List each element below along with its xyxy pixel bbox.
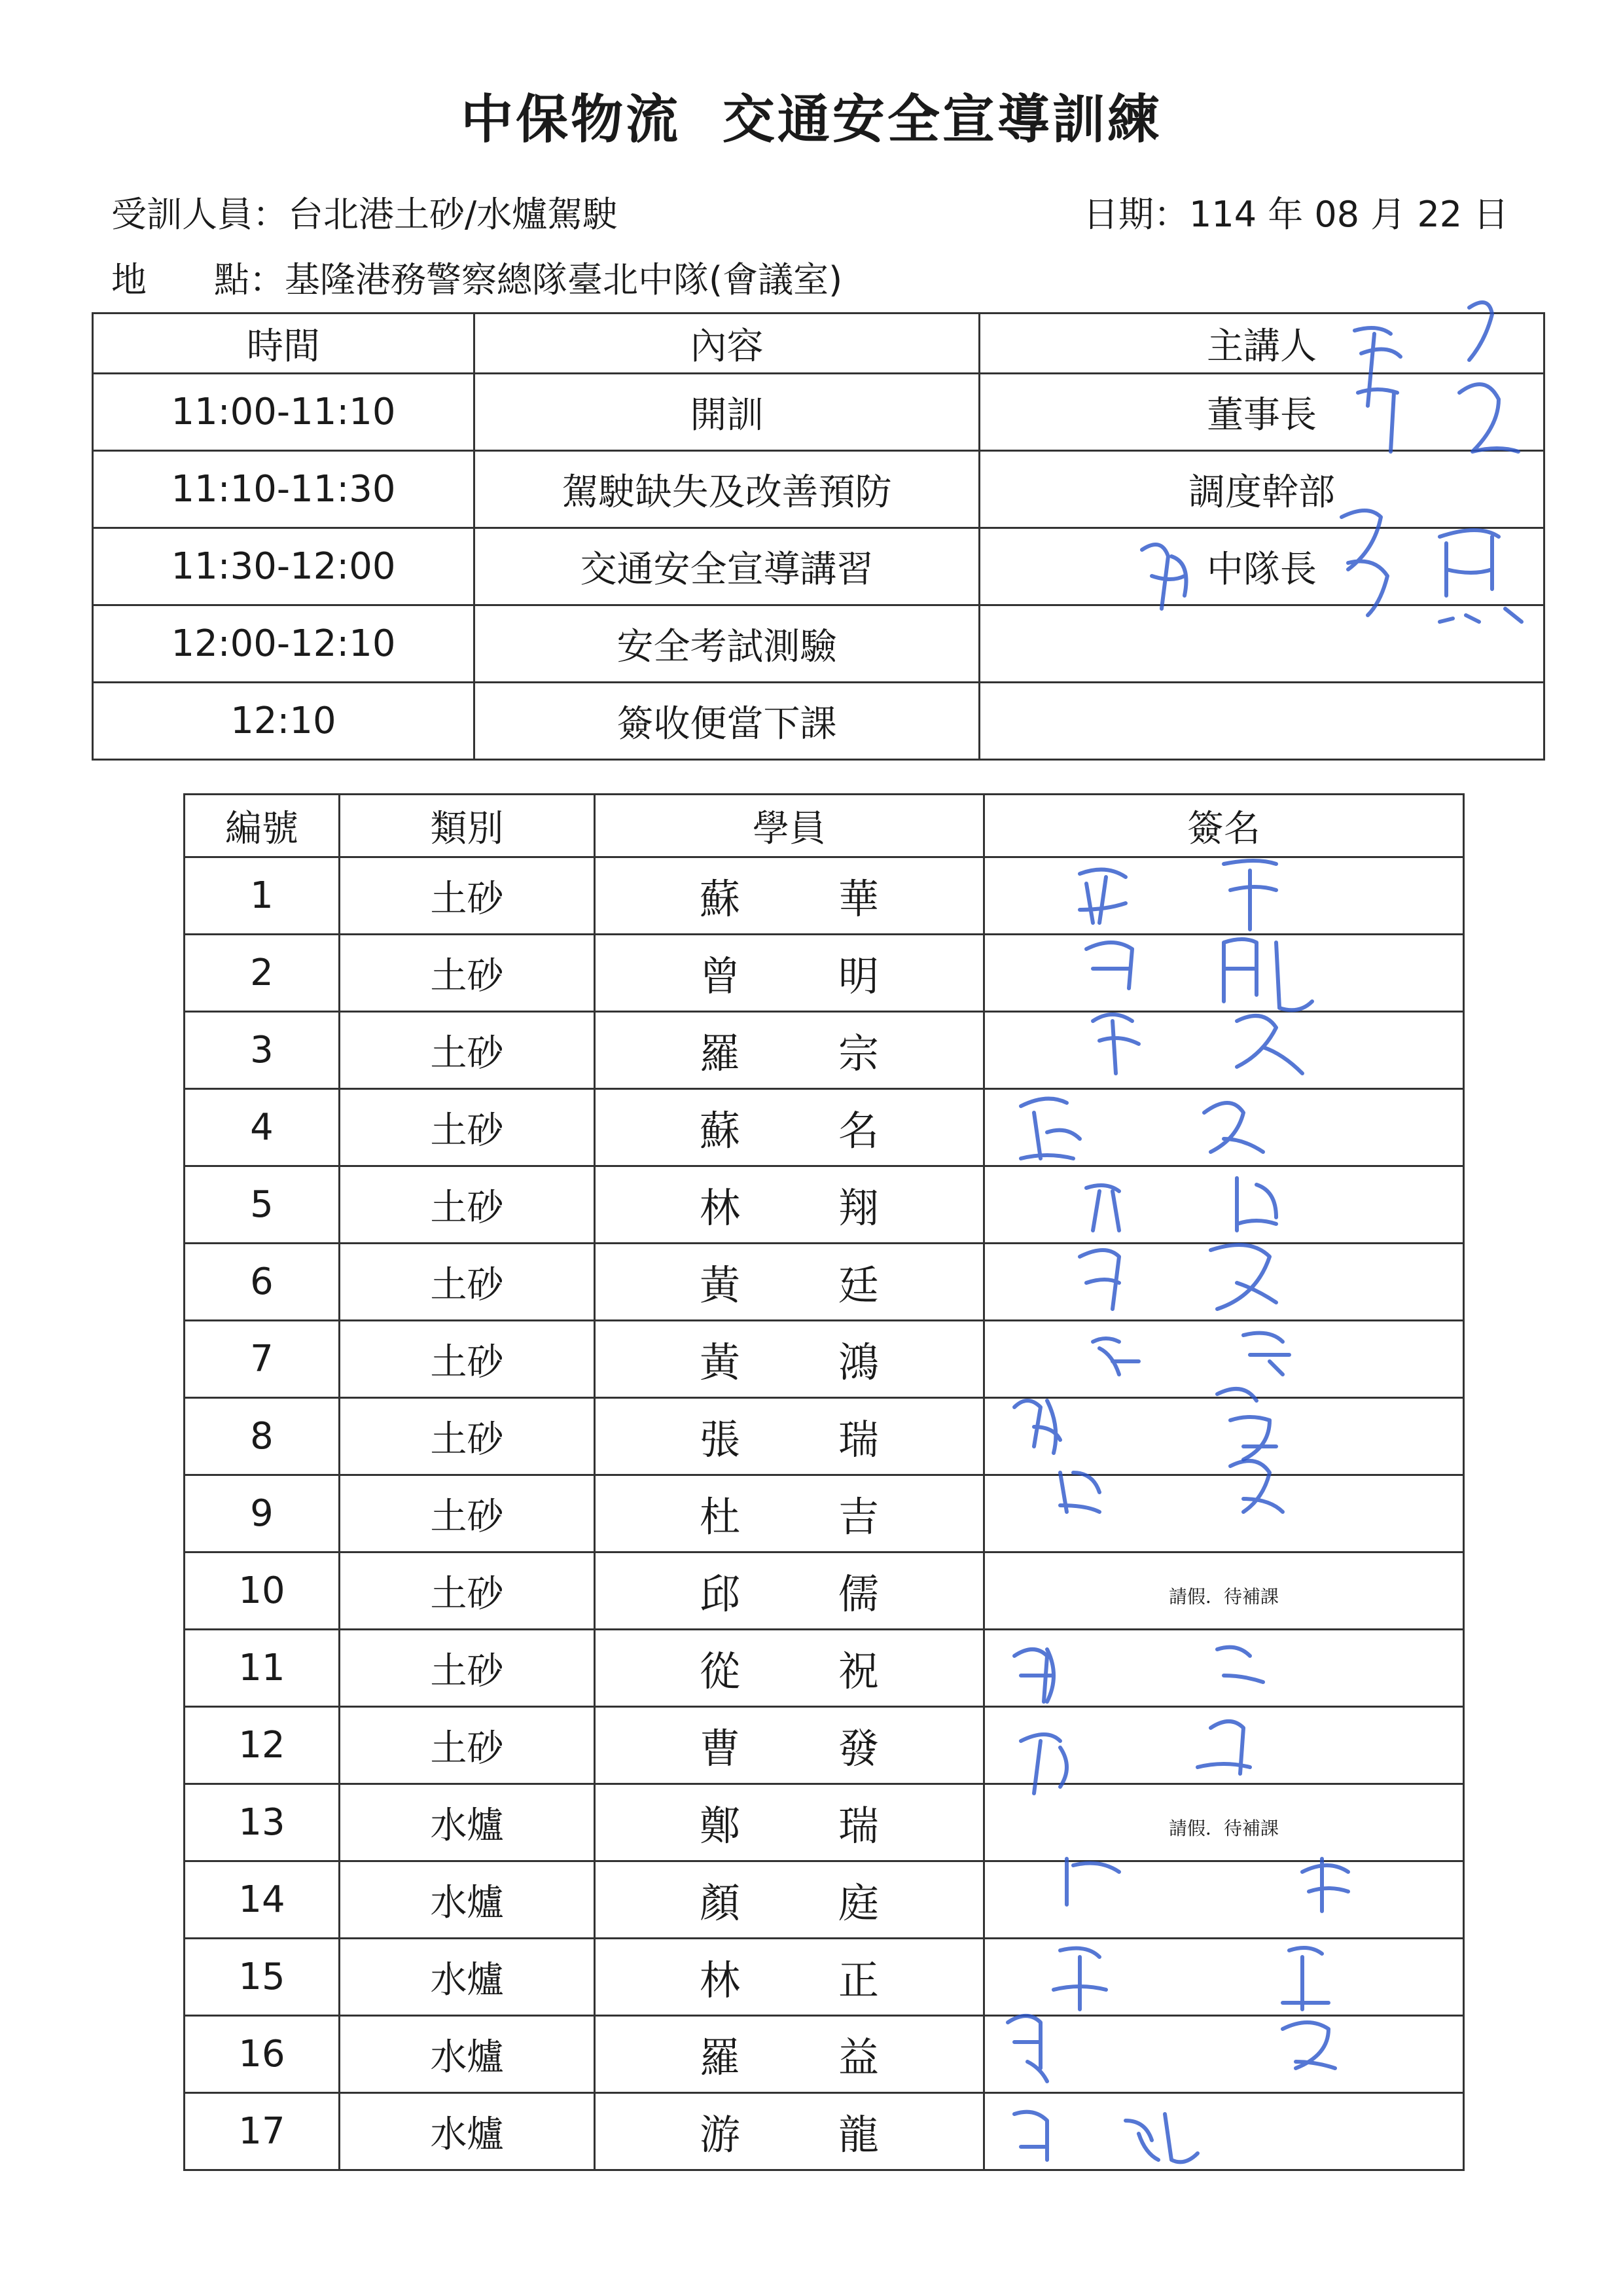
roster-student-name-text: 杜吉: [699, 1493, 977, 1541]
roster-signature-cell: [984, 1398, 1464, 1475]
roster-signature-cell: [984, 1861, 1464, 1939]
schedule-time: 11:10-11:30: [93, 451, 474, 528]
roster-number: 9: [185, 1475, 340, 1552]
roster-number: 4: [185, 1089, 340, 1166]
roster-signature-cell: [984, 2093, 1464, 2170]
roster-student-name-text: 林正: [699, 1956, 977, 2004]
roster-signature-cell: [984, 1707, 1464, 1784]
roster-row: [185, 1012, 1464, 1089]
location-label: 地 點：: [111, 259, 285, 300]
roster-category: 土砂: [340, 1321, 595, 1398]
roster-category: 土砂: [340, 1630, 595, 1707]
roster-student-name: [595, 1630, 984, 1707]
roster-signature-cell: [984, 857, 1464, 935]
roster-number: 5: [185, 1166, 340, 1244]
location-value: 基隆港務警察總隊臺北中隊(會議室): [285, 259, 843, 300]
roster-student-name: [595, 935, 984, 1012]
schedule-content: 駕駛缺失及改善預防: [474, 451, 980, 528]
roster-category: 土砂: [340, 1012, 595, 1089]
trainees-line: [111, 187, 618, 237]
trainees-value: 台北港土砂/水爐駕駛: [288, 194, 618, 235]
roster-signature-cell: [984, 1244, 1464, 1321]
roster-student-name-text: 黃廷: [699, 1261, 977, 1309]
schedule-content: 交通安全宣導講習: [474, 528, 980, 605]
roster-header-category: 類別: [340, 795, 595, 857]
schedule-speaker: 董事長: [980, 374, 1544, 451]
roster-student-name-text: 林翔: [699, 1184, 977, 1232]
roster-category: 土砂: [340, 1475, 595, 1552]
date-label: 日期：: [1083, 194, 1189, 235]
roster-category: 土砂: [340, 857, 595, 935]
roster-student-name: [595, 2093, 984, 2170]
roster-category: 土砂: [340, 1244, 595, 1321]
roster-signature-cell: [984, 1552, 1464, 1630]
roster-number: 3: [185, 1012, 340, 1089]
roster-student-name: [595, 1244, 984, 1321]
roster-student-name: [595, 1784, 984, 1861]
roster-category: 水爐: [340, 1784, 595, 1861]
schedule-row: [93, 683, 1544, 760]
schedule-content: 開訓: [474, 374, 980, 451]
roster-number: 11: [185, 1630, 340, 1707]
roster-category: 水爐: [340, 1861, 595, 1939]
roster-row: [185, 1861, 1464, 1939]
roster-student-name: [595, 1321, 984, 1398]
roster-row: [185, 1707, 1464, 1784]
roster-category: 水爐: [340, 2093, 595, 2170]
roster-category: 土砂: [340, 935, 595, 1012]
roster-row: [185, 2016, 1464, 2093]
roster-category: 土砂: [340, 1707, 595, 1784]
roster-student-name: [595, 857, 984, 935]
roster-signature-cell-text: 請假．待補課: [1168, 1818, 1279, 1839]
roster-signature-cell: [984, 1939, 1464, 2016]
roster-number: 8: [185, 1398, 340, 1475]
date-value: 114 年 08 月 22 日: [1189, 194, 1509, 235]
roster-header-row: [185, 795, 1464, 857]
roster-row: [185, 857, 1464, 935]
schedule-header-speaker: 主講人: [980, 314, 1544, 374]
trainees-label: 受訓人員：: [111, 194, 288, 235]
roster-signature-cell: [984, 1321, 1464, 1398]
roster-row: [185, 1166, 1464, 1244]
roster-student-name-text: 張瑞: [699, 1416, 977, 1463]
roster-student-name: [595, 1475, 984, 1552]
schedule-row: [93, 374, 1544, 451]
roster-student-name-text: 鄭瑞: [699, 1802, 977, 1850]
schedule-row: [93, 605, 1544, 683]
schedule-header-content: 內容: [474, 314, 980, 374]
roster-student-name: [595, 1398, 984, 1475]
roster-number: 15: [185, 1939, 340, 2016]
schedule-content: 安全考試測驗: [474, 605, 980, 683]
roster-student-name: [595, 1861, 984, 1939]
roster-signature-cell-text: 請假．待補課: [1168, 1586, 1279, 1607]
roster-number: 7: [185, 1321, 340, 1398]
roster-category: 土砂: [340, 1398, 595, 1475]
roster-row: [185, 2093, 1464, 2170]
roster-number: 16: [185, 2016, 340, 2093]
document-title: 中保物流 交通安全宣導訓練: [461, 89, 1162, 150]
roster-signature-cell: [984, 1475, 1464, 1552]
roster-student-name: [595, 1089, 984, 1166]
schedule-content: 簽收便當下課: [474, 683, 980, 760]
schedule-speaker: 中隊長: [980, 528, 1544, 605]
schedule-speaker: [980, 683, 1544, 760]
roster-signature-cell: [984, 1784, 1464, 1861]
roster-student-name-text: 羅宗: [699, 1030, 977, 1077]
schedule-time: 12:10: [93, 683, 474, 760]
roster-number: 10: [185, 1552, 340, 1630]
schedule-time: 11:30-12:00: [93, 528, 474, 605]
roster-student-name-text: 曹發: [699, 1725, 977, 1772]
schedule-header-time: 時間: [93, 314, 474, 374]
roster-row: [185, 1552, 1464, 1630]
roster-category: 水爐: [340, 1939, 595, 2016]
roster-number: 1: [185, 857, 340, 935]
roster-signature-cell: [984, 1089, 1464, 1166]
schedule-header-row: [93, 314, 1544, 374]
roster-row: [185, 1939, 1464, 2016]
schedule-time: 12:00-12:10: [93, 605, 474, 683]
roster-student-name-text: 顏庭: [699, 1879, 977, 1927]
roster-number: 17: [185, 2093, 340, 2170]
roster-number: 6: [185, 1244, 340, 1321]
roster-signature-cell: [984, 1012, 1464, 1089]
schedule-speaker: [980, 605, 1544, 683]
roster-row: [185, 1089, 1464, 1166]
schedule-speaker: 調度幹部: [980, 451, 1544, 528]
roster-category: 土砂: [340, 1552, 595, 1630]
roster-student-name: [595, 1939, 984, 2016]
roster-student-name: [595, 1707, 984, 1784]
roster-row: [185, 1244, 1464, 1321]
roster-row: [185, 1784, 1464, 1861]
roster-student-name-text: 羅益: [699, 2034, 977, 2081]
roster-number: 14: [185, 1861, 340, 1939]
roster-student-name-text: 黃鴻: [699, 1338, 977, 1386]
roster-number: 12: [185, 1707, 340, 1784]
roster-student-name-text: 曾明: [699, 952, 977, 1000]
roster-signature-cell: [984, 1630, 1464, 1707]
roster-row: [185, 935, 1464, 1012]
roster-signature-cell: [984, 1166, 1464, 1244]
schedule-row: [93, 451, 1544, 528]
roster-number: 2: [185, 935, 340, 1012]
roster-category: 土砂: [340, 1089, 595, 1166]
roster-student-name-text: 蘇華: [699, 875, 977, 923]
roster-header-number: 編號: [185, 795, 340, 857]
roster-student-name-text: 蘇名: [699, 1107, 977, 1155]
location-line: [111, 252, 842, 302]
roster-table: [183, 793, 1465, 2171]
roster-student-name-text: 從祝: [699, 1647, 977, 1695]
roster-header-student: 學員: [595, 795, 984, 857]
roster-student-name: [595, 1012, 984, 1089]
roster-row: [185, 1398, 1464, 1475]
roster-student-name: [595, 2016, 984, 2093]
roster-header-signature: 簽名: [984, 795, 1464, 857]
schedule-table: [92, 312, 1545, 761]
roster-row: [185, 1321, 1464, 1398]
roster-student-name-text: 游龍: [699, 2111, 977, 2159]
roster-signature-cell: [984, 935, 1464, 1012]
date-line: [1083, 187, 1508, 237]
roster-number: 13: [185, 1784, 340, 1861]
roster-student-name: [595, 1552, 984, 1630]
roster-signature-cell: [984, 2016, 1464, 2093]
roster-category: 土砂: [340, 1166, 595, 1244]
roster-student-name: [595, 1166, 984, 1244]
schedule-time: 11:00-11:10: [93, 374, 474, 451]
schedule-row: [93, 528, 1544, 605]
roster-row: [185, 1475, 1464, 1552]
roster-row: [185, 1630, 1464, 1707]
roster-student-name-text: 邱儒: [699, 1570, 977, 1618]
roster-category: 水爐: [340, 2016, 595, 2093]
